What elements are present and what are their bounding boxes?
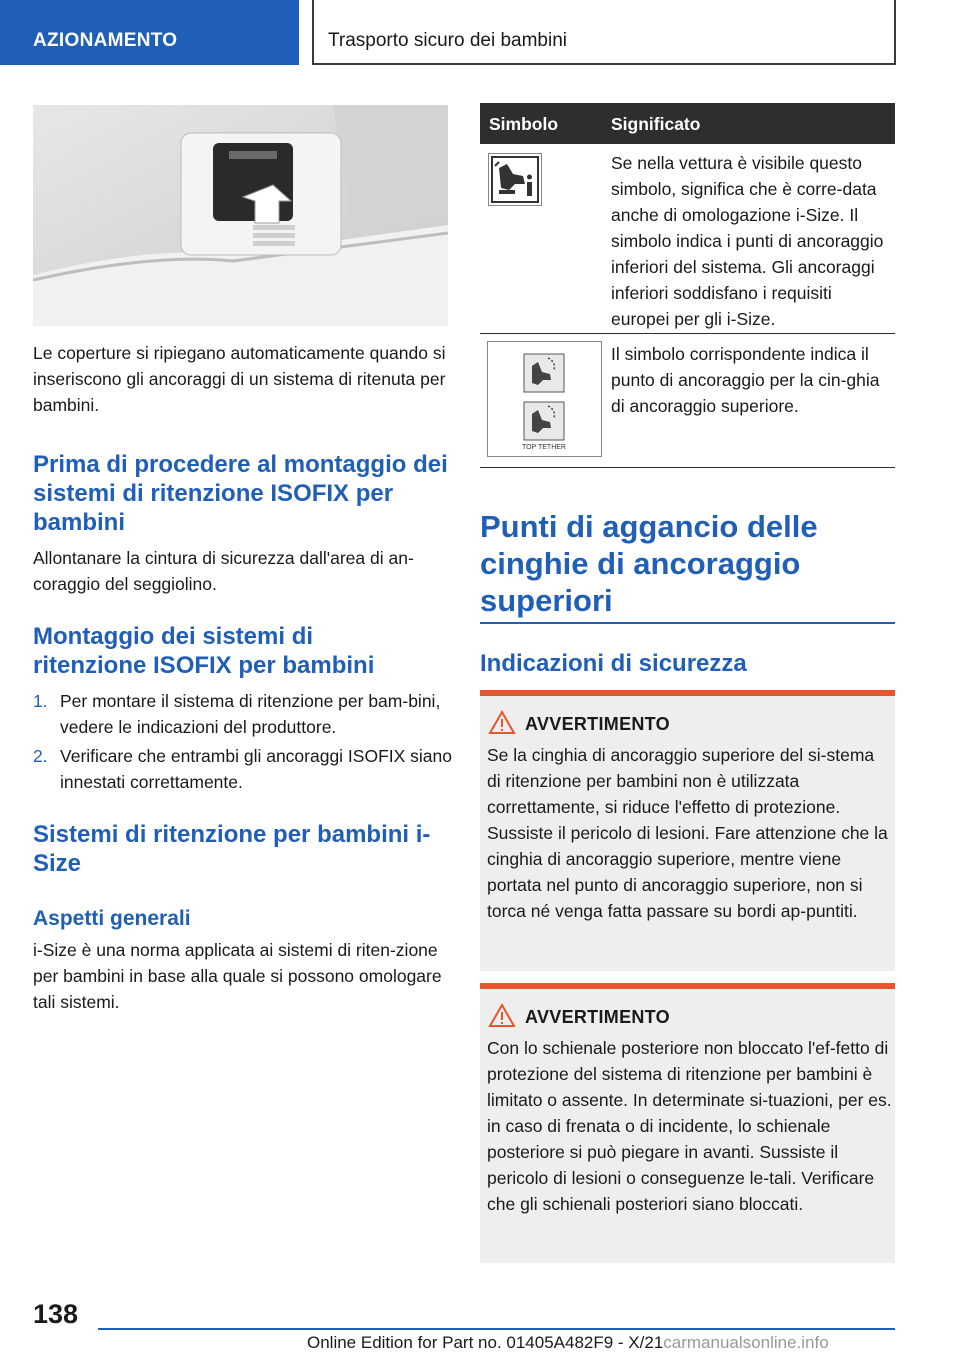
section-tab bbox=[0, 0, 299, 65]
warning-bar bbox=[480, 690, 895, 696]
section-title: AZIONAMENTO bbox=[33, 30, 178, 51]
row-divider bbox=[480, 467, 895, 468]
warning-text: Se la cinghia di ancoraggio superiore del si-stema di ritenzione per bambini non è utilizzata correttamente, si riduce l'effetto di protezione. Sussiste il pericolo di lesioni. Fare attenzione che la cinghia di ancoraggio superiore, mentre viene portata nel punto di ancoraggio superiore, non si torca né venga fatta passare su bordi ap-puntiti. bbox=[487, 745, 888, 921]
paragraph-move-belt: Allontanare la cintura di sicurezza dall'area di an-coraggio del seggiolino. bbox=[33, 548, 414, 594]
top-tether-label: TOP TETHER bbox=[522, 444, 566, 451]
table-header bbox=[480, 103, 895, 144]
warning-title: AVVERTIMENTO bbox=[525, 714, 670, 734]
list-number: 2. bbox=[33, 746, 48, 766]
footer-rule bbox=[98, 1328, 895, 1330]
col-symbol: Simbolo bbox=[489, 114, 559, 134]
paragraph-isize: i-Size è una norma applicata ai sistemi di riten-zione per bambini in base alla quale si possono omologare tali sistemi. bbox=[33, 940, 442, 1012]
heading-before-mounting: Prima di procedere al montaggio dei sistemi di ritenzione ISOFIX per bambini bbox=[33, 451, 448, 536]
footer-edition bbox=[307, 1333, 829, 1353]
warning-box bbox=[480, 983, 895, 1263]
watermark-text: carmanualsonline.info bbox=[663, 1333, 829, 1352]
list-text: Verificare che entrambi gli ancoraggi ISOFIX siano innestati correttamente. bbox=[60, 746, 452, 792]
page-number: 138 bbox=[33, 1299, 79, 1329]
heading-isize: Sistemi di ritenzione per bambini i-Size bbox=[33, 821, 431, 877]
heading-rule bbox=[480, 622, 895, 624]
photo-caption: Le coperture si ripiegano automaticamente quando si inseriscono gli ancoraggi di un sistema di ritenuta per bambini. bbox=[33, 343, 446, 415]
list-text: Per montare il sistema di ritenzione per bam-bini, vedere le indicazioni del produttore. bbox=[60, 691, 441, 737]
edition-text: Online Edition for Part no. 01405A482F9 - X/21 bbox=[307, 1333, 664, 1352]
heading-mounting: Montaggio dei sistemi di ritenzione ISOFIX per bambini bbox=[33, 623, 375, 679]
warning-bar bbox=[480, 983, 895, 989]
top-tether-icon bbox=[487, 341, 602, 457]
warning-title: AVVERTIMENTO bbox=[525, 1007, 670, 1027]
col-meaning: Significato bbox=[611, 114, 701, 134]
isize-meaning: Se nella vettura è visibile questo simbolo, significa che è corre-data anche di omologazione i-Size. Il simbolo indica i punti di ancoraggio inferiori del sistema. Gli ancoraggi inferiori soddisfano i requisiti europei per gli i-Size. bbox=[611, 153, 884, 329]
chapter-header bbox=[312, 0, 896, 65]
warning-text: Con lo schienale posteriore non bloccato l'ef-fetto di protezione del sistema di ritenzione per bambini è limitato o assente. In determinate si-tuazioni, per es. in caso di frenata o di incidente, lo schienale posteriore si può piegare in avanti. Sussiste il pericolo di lesioni o conseguenze le-tali. Verificare che gli schienali posteriori siano bloccati. bbox=[487, 1038, 892, 1214]
row-divider bbox=[480, 333, 895, 334]
warning-triangle-icon bbox=[488, 1003, 516, 1028]
warning-triangle-icon bbox=[488, 710, 516, 735]
heading-general: Aspetti generali bbox=[33, 907, 191, 930]
list-number: 1. bbox=[33, 691, 48, 711]
isofix-cover-photo bbox=[33, 105, 448, 326]
chapter-title: Trasporto sicuro dei bambini bbox=[328, 30, 568, 51]
isofix-cover-illustration bbox=[33, 105, 448, 326]
isize-icon bbox=[488, 153, 542, 206]
heading-anchor-points: Punti di aggancio delle cinghie di ancoraggio superiori bbox=[480, 509, 818, 618]
heading-safety: Indicazioni di sicurezza bbox=[480, 650, 747, 677]
warning-box bbox=[480, 690, 895, 971]
top-tether-meaning: Il simbolo corrispondente indica il punto di ancoraggio per la cin-ghia di ancoraggio superiore. bbox=[611, 344, 880, 416]
